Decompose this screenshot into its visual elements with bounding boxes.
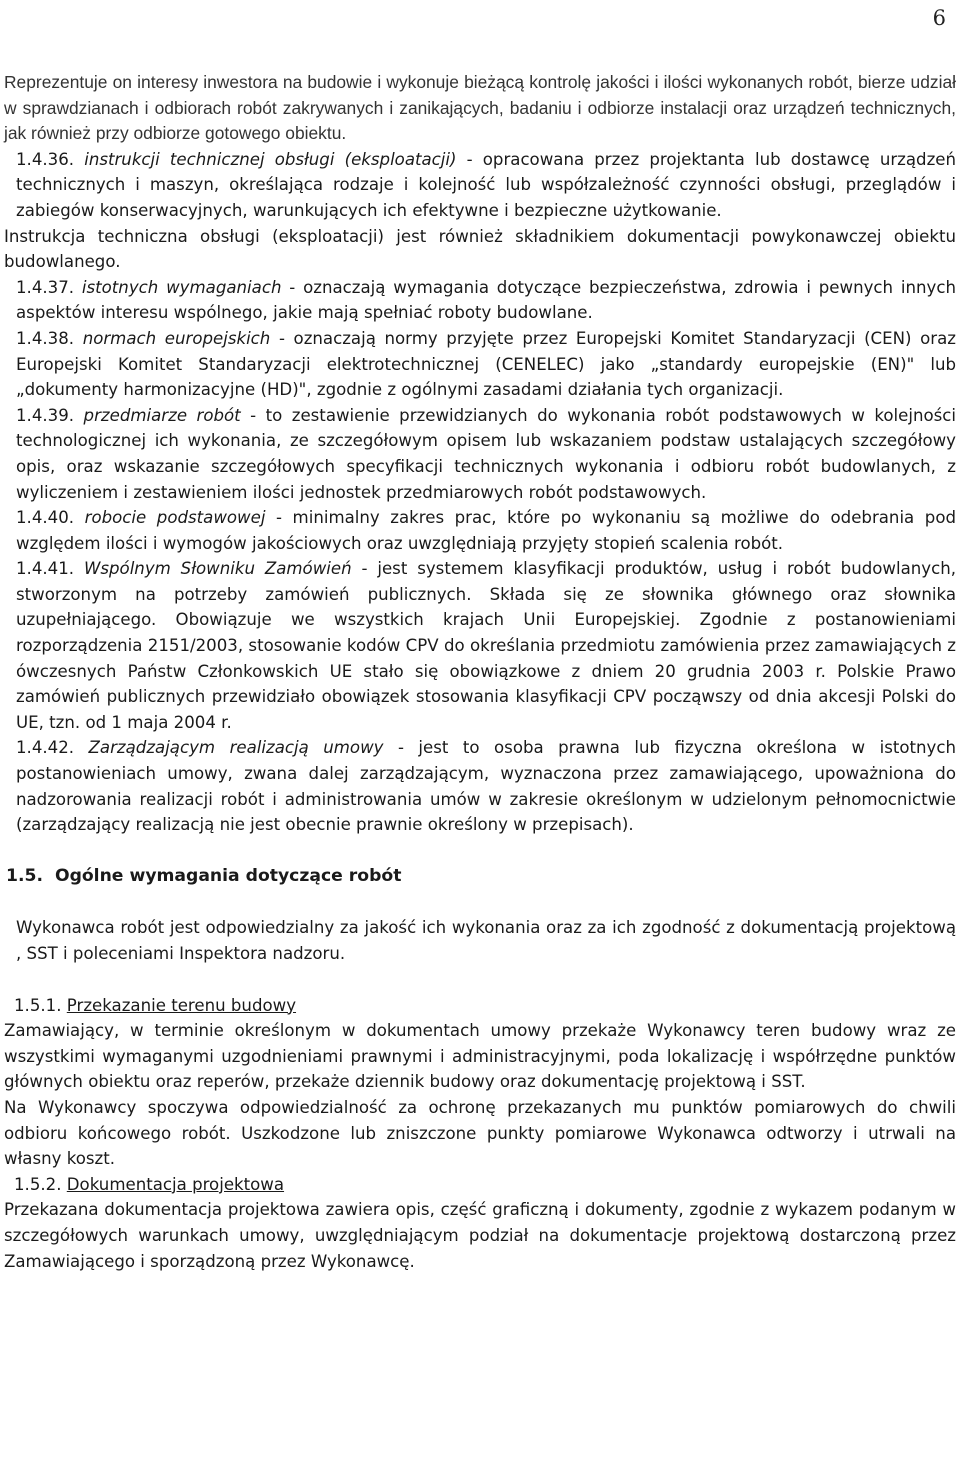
definition-number: 1.4.39. — [16, 405, 75, 425]
definition-number: 1.4.36. — [16, 149, 75, 169]
definition-number: 1.4.37. — [16, 277, 75, 297]
paragraph-wykonawca: Wykonawca robót jest odpowiedzialny za jakość ich wykonania oraz za ich zgodność z dokumentacją projektową , SST i poleceniami Inspektora nadzoru. — [16, 918, 956, 963]
paragraph-instrukcja: Instrukcja techniczna obsługi (eksploatacji) jest również składnikiem dokumentacji powykonawczej obiektu budowlanego. — [4, 226, 956, 272]
definition-text: - opracowana przez projektanta lub dostawcę urządzeń technicznych i maszyn, określająca rodzaje i kolejność lub współzależność czynności obsługi, przeglądów i zabiegów konserwacyjnych, warunkujących ich efektywne i bezpieczne użytkowanie. — [16, 149, 957, 220]
definition-number: 1.4.42. — [16, 738, 75, 758]
spacer — [4, 967, 956, 993]
subsection-title: Przekazanie terenu budowy — [66, 995, 297, 1015]
document-body — [4, 70, 956, 1274]
definition-1-4-41 — [4, 556, 956, 735]
paragraph-dokumentacja: Przekazana dokumentacja projektowa zawiera opis, część graficzną i dokumenty, zgodnie z wykazem podanym w szczegółowych warunkach umowy, uwzględniającym podział na dokumentacje projektową dostarczoną przez Zamawiającego i sporządzoną przez Wykonawcę. — [4, 1200, 956, 1271]
definition-term: robocie podstawowej — [84, 508, 266, 528]
definition-text: - jest systemem klasyfikacji produktów, usług i robót budowlanych, stworzonym na potrzeby zamówień publicznych. Składa się ze słownika głównego oraz słownika uzupełniającego. Obowiązuje we wszystkich krajach Unii Europejskiej. Zgodnie z postanowieniami rozporządzenia 2151/2003, stosowanie kodów CPV do określania przedmiotu zamówienia przez zamawiających z ówczesnych Państw Członkowskich UE stało się obowiązkowe z dniem 20 grudnia 2003 r. Polskie Prawo zamówień publicznych przewidziało obowiązek stosowania klasyfikacji CPV począwszy od dnia akcesji Polski do UE, tzn. od 1 maja 2004 r. — [16, 559, 956, 732]
definition-1-4-38 — [4, 326, 956, 403]
subsection-number: 1.5.2. — [14, 1174, 62, 1194]
definition-number: 1.4.38. — [16, 328, 75, 348]
definition-1-4-37 — [4, 275, 956, 326]
definition-text: - minimalny zakres prac, które po wykonaniu są możliwe do odebrania pod względem ilości i wymogów jakościowych oraz uwzględniają przyjęty stopień scalenia robót. — [16, 508, 957, 553]
section-number: 1.5. — [6, 865, 43, 886]
definition-text: - oznaczają wymagania dotyczące bezpieczeństwa, zdrowia i pewnych innych aspektów interesu wspólnego, jakie mają spełniać roboty budowlane. — [16, 277, 956, 323]
paragraph-zamawiajacy: Zamawiający, w terminie określonym w dokumentach umowy przekaże Wykonawcy teren budowy wraz ze wszystkimi wymaganymi uzgodnieniami prawnymi i administracyjnymi, poda lokalizację i współrzędne punktów głównych obiektu oraz reperów, przekaże dziennik budowy oraz dokumentację projektową i SST. — [4, 1021, 956, 1092]
definition-text: - to zestawienie przewidzianych do wykonania robót podstawowych w kolejności technologicznej ich wykonania, ze szczegółowym opisem lub wskazaniem podstaw ustalających szczegółowy opis, oraz wskazanie szczegółowych specyfikacji technicznych wykonania i odbioru robót budowlanych, z wyliczeniem i zestawieniem ilości jednostek przedmiarowych robót podstawowych. — [16, 405, 957, 502]
definition-term: Wspólnym Słowniku Zamówień — [83, 559, 352, 579]
definition-term: istotnych wymaganiach — [81, 277, 282, 297]
definition-1-4-36 — [4, 147, 956, 224]
subsection-title: Dokumentacja projektowa — [66, 1174, 285, 1194]
subsection-heading-1-5-1 — [4, 993, 956, 1019]
definition-term: instrukcji technicznej obsługi (eksploatacji) — [84, 149, 457, 169]
definition-text: - oznaczają normy przyjęte przez Europejski Komitet Standaryzacji (CEN) oraz Europejski Komitet Standaryzacji elektrotechnicznej (CENELEC) jako „standardy europejskie (EN)" lub „dokumenty harmonizacyjne (HD)", zgodnie z ogólnymi zasadami działania tych organizacji. — [16, 328, 956, 400]
page-number: 6 — [932, 6, 946, 30]
subsection-number: 1.5.1. — [14, 995, 62, 1015]
spacer — [4, 889, 956, 915]
definition-1-4-40 — [4, 505, 956, 556]
section-title: Ogólne wymagania dotyczące robót — [54, 865, 402, 886]
definition-1-4-42 — [4, 735, 956, 837]
subsection-heading-1-5-2 — [4, 1172, 956, 1198]
definition-term: Zarządzającym realizacją umowy — [88, 738, 384, 758]
section-heading-1-5 — [4, 864, 956, 890]
spacer — [4, 838, 956, 864]
paragraph-odpowiedzialnosc: Na Wykonawcy spoczywa odpowiedzialność za ochronę przekazanych mu punktów pomiarowych do chwili odbioru końcowego robót. Uszkodzone lub zniszczone punkty pomiarowe Wykonawca odtworzy i utrwali na własny koszt. — [4, 1097, 956, 1169]
definition-number: 1.4.40. — [16, 508, 75, 528]
definition-term: przedmiarze robót — [83, 405, 241, 425]
paragraph-intro: Reprezentuje on interesy inwestora na budowie i wykonuje bieżącą kontrolę jakości i ilości wykonanych robót, bierze udział w sprawdzianach i odbiorach robót zakrywanych i zanikających, badaniu i odbiorze instalacji oraz urządzeń technicznych, jak również przy odbiorze gotowego obiektu. — [4, 72, 956, 144]
definition-number: 1.4.41. — [16, 559, 75, 579]
definition-text: - jest to osoba prawna lub fizyczna określona w istotnych postanowieniach umowy, zwana dalej zarządzającym, wyznaczona przez zamawiającego, upoważniona do nadzorowania realizacji robót i administrowania umów w zakresie określonym w udzielonym pełnomocnictwie (zarządzający realizacją nie jest obecnie prawnie określony w przepisach). — [16, 738, 957, 835]
definition-1-4-39 — [4, 403, 956, 505]
definition-term: normach europejskich — [82, 328, 271, 348]
